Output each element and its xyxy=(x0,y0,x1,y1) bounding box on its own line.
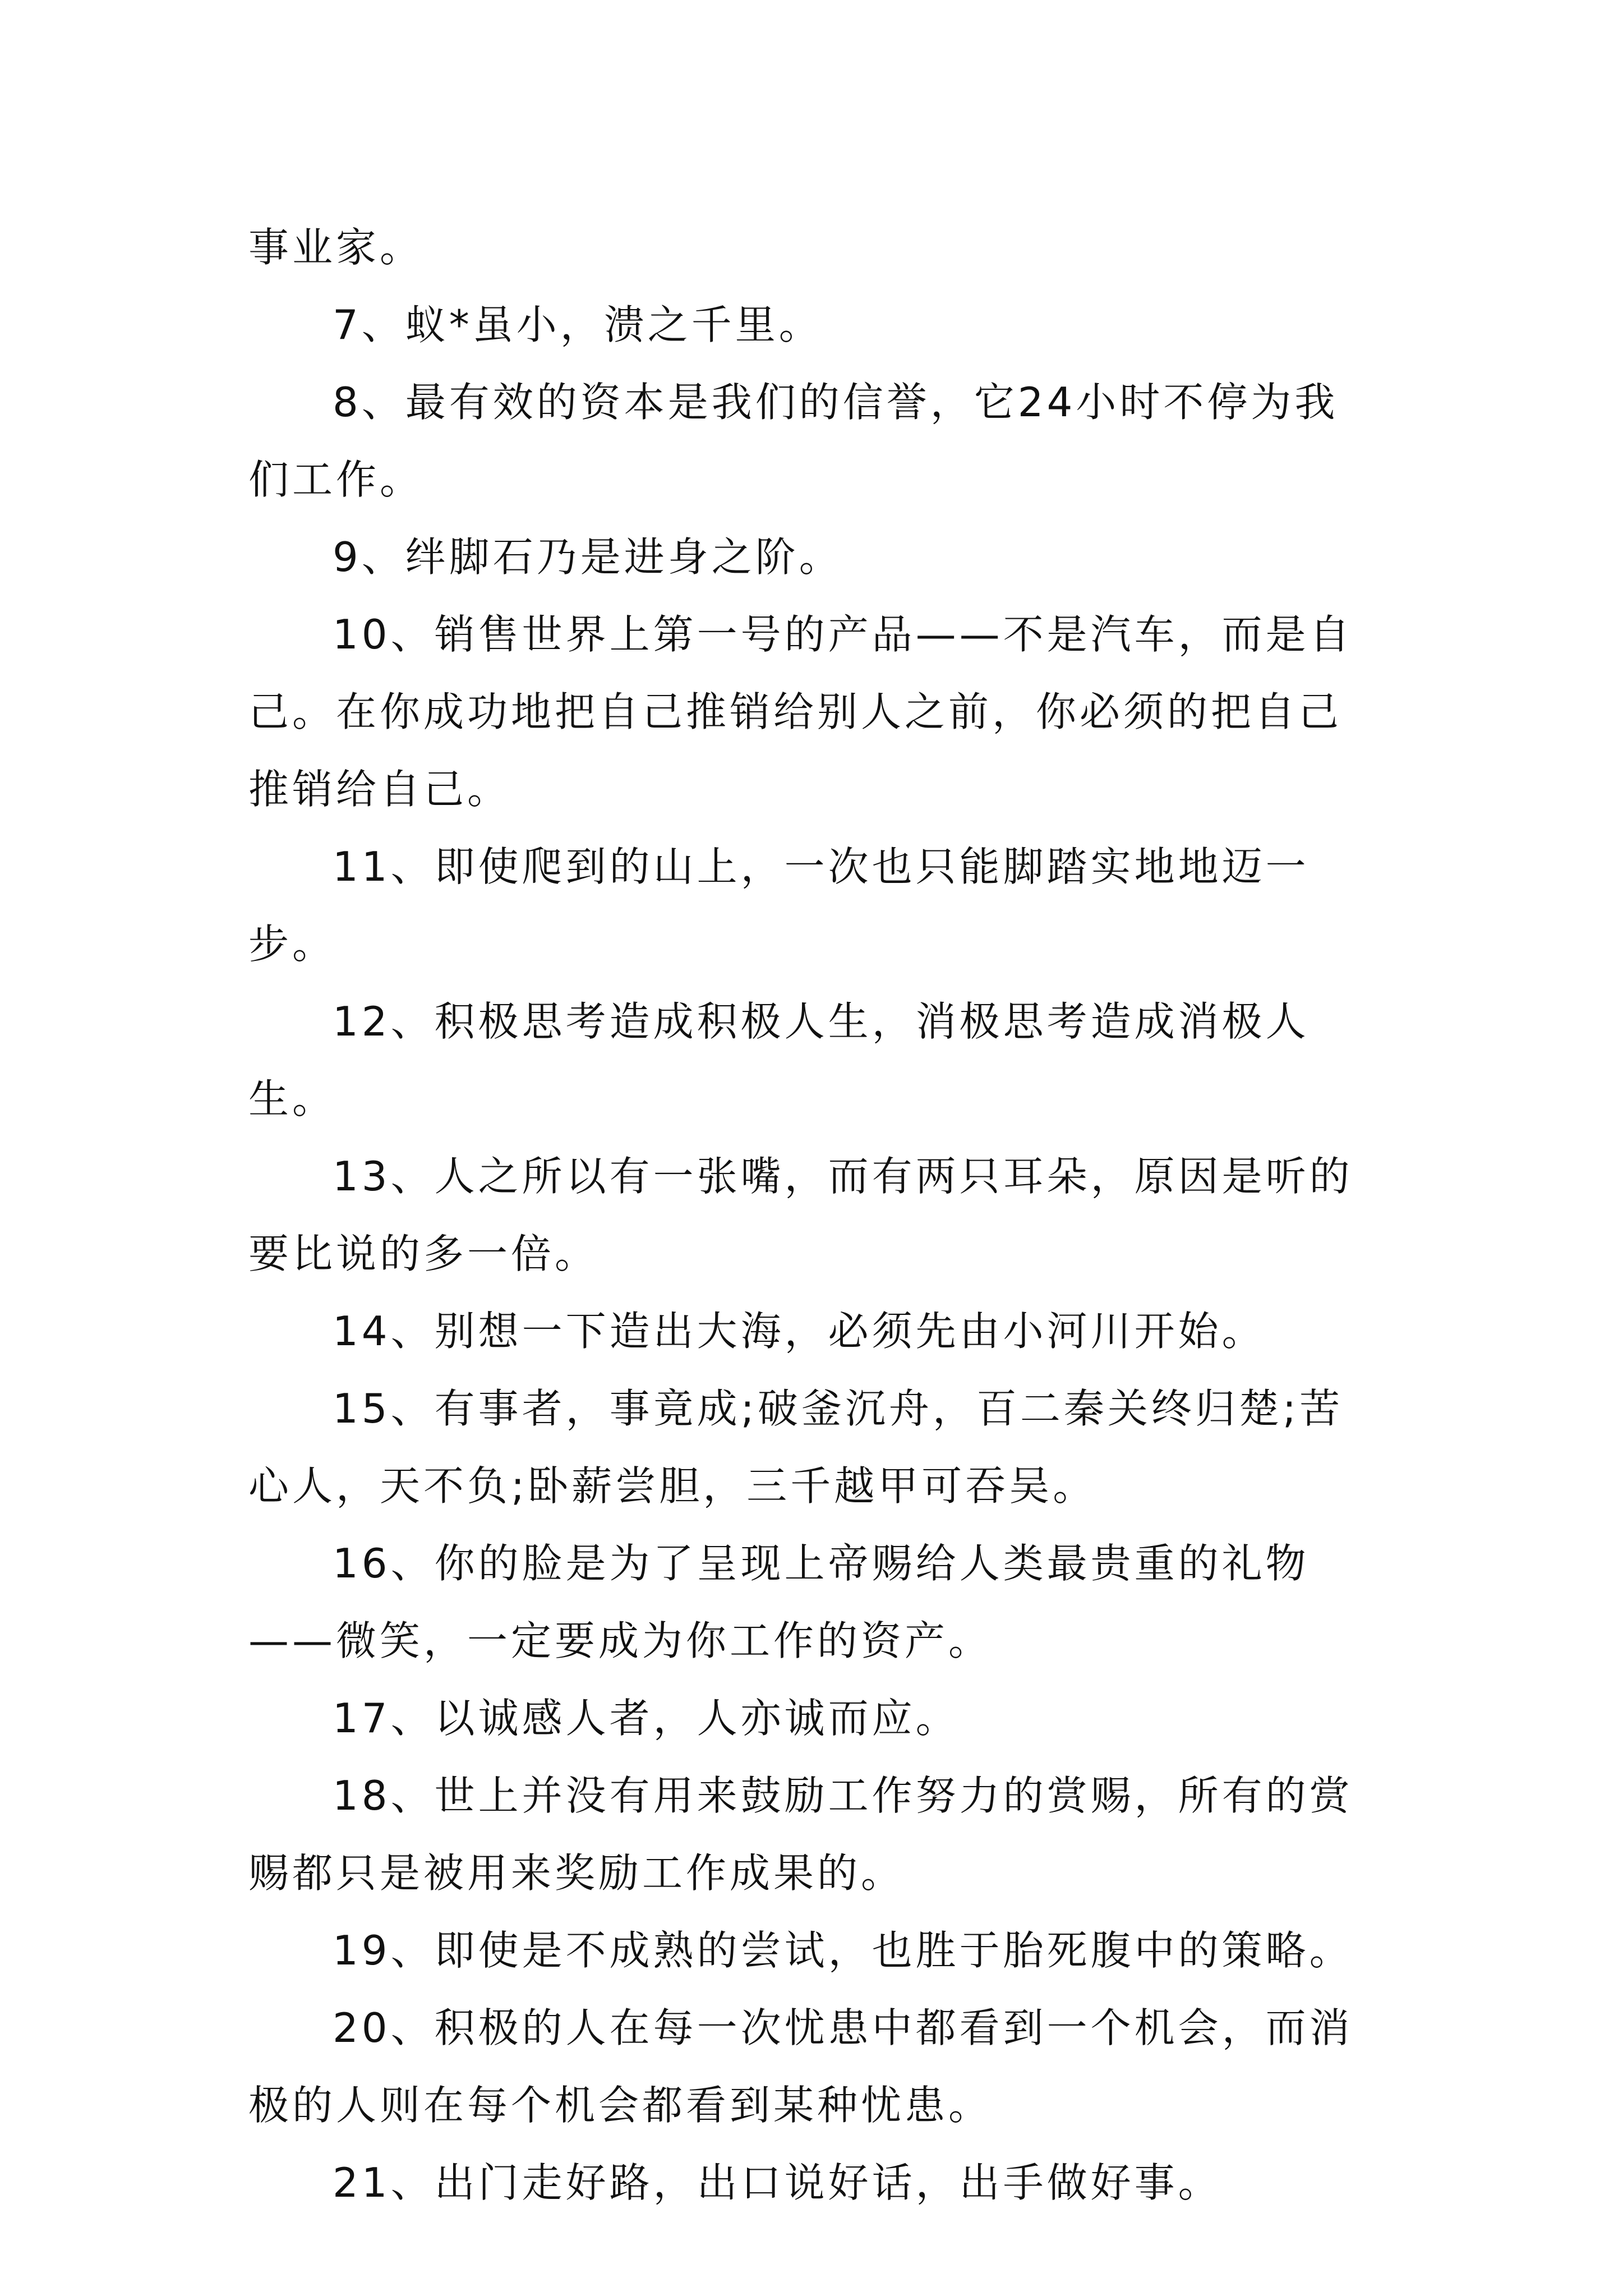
paragraph-continuation: 事业家。 xyxy=(248,224,424,271)
document-body xyxy=(248,209,1370,2221)
quote-7: 7、蚁*虽小，溃之千里。 xyxy=(333,301,823,348)
quote-19: 19、即使是不成熟的尝试，也胜于胎死腹中的策略。 xyxy=(333,1927,1353,1974)
quote-20: 20、积极的人在每一次忧患中都看到一个机会，而消极的人则在每个机会都看到某种忧患。 xyxy=(248,2004,1353,2129)
quote-8: 8、最有效的资本是我们的信誉，它24小时不停为我们工作。 xyxy=(248,379,1339,503)
quote-18: 18、世上并没有用来鼓励工作努力的赏赐，所有的赏赐都只是被用来奖励工作成果的。 xyxy=(248,1772,1353,1897)
quote-17: 17、以诚感人者，人亦诚而应。 xyxy=(333,1695,960,1742)
quote-10: 10、销售世界上第一号的产品——不是汽车，而是自己。在你成功地把自己推销给别人之前，你必须的把自己推销给自己。 xyxy=(248,611,1353,813)
quote-12: 12、积极思考造成积极人生，消极思考造成消极人生。 xyxy=(248,998,1310,1122)
quote-9: 9、绊脚石乃是进身之阶。 xyxy=(333,533,843,581)
quote-14: 14、别想一下造出大海，必须先由小河川开始。 xyxy=(333,1308,1266,1355)
quote-11: 11、即使爬到的山上，一次也只能脚踏实地地迈一步。 xyxy=(248,843,1310,968)
quote-16: 16、你的脸是为了呈现上帝赐给人类最贵重的礼物——微笑，一定要成为你工作的资产。 xyxy=(248,1540,1310,1664)
quote-13: 13、人之所以有一张嘴，而有两只耳朵，原因是听的要比说的多一倍。 xyxy=(248,1153,1353,1277)
quote-15: 15、有事者，事竟成;破釜沉舟，百二秦关终归楚;苦心人，天不负;卧薪尝胆，三千越甲可吞吴。 xyxy=(248,1385,1344,1510)
quote-21: 21、出门走好路，出口说好话，出手做好事。 xyxy=(333,2159,1222,2206)
